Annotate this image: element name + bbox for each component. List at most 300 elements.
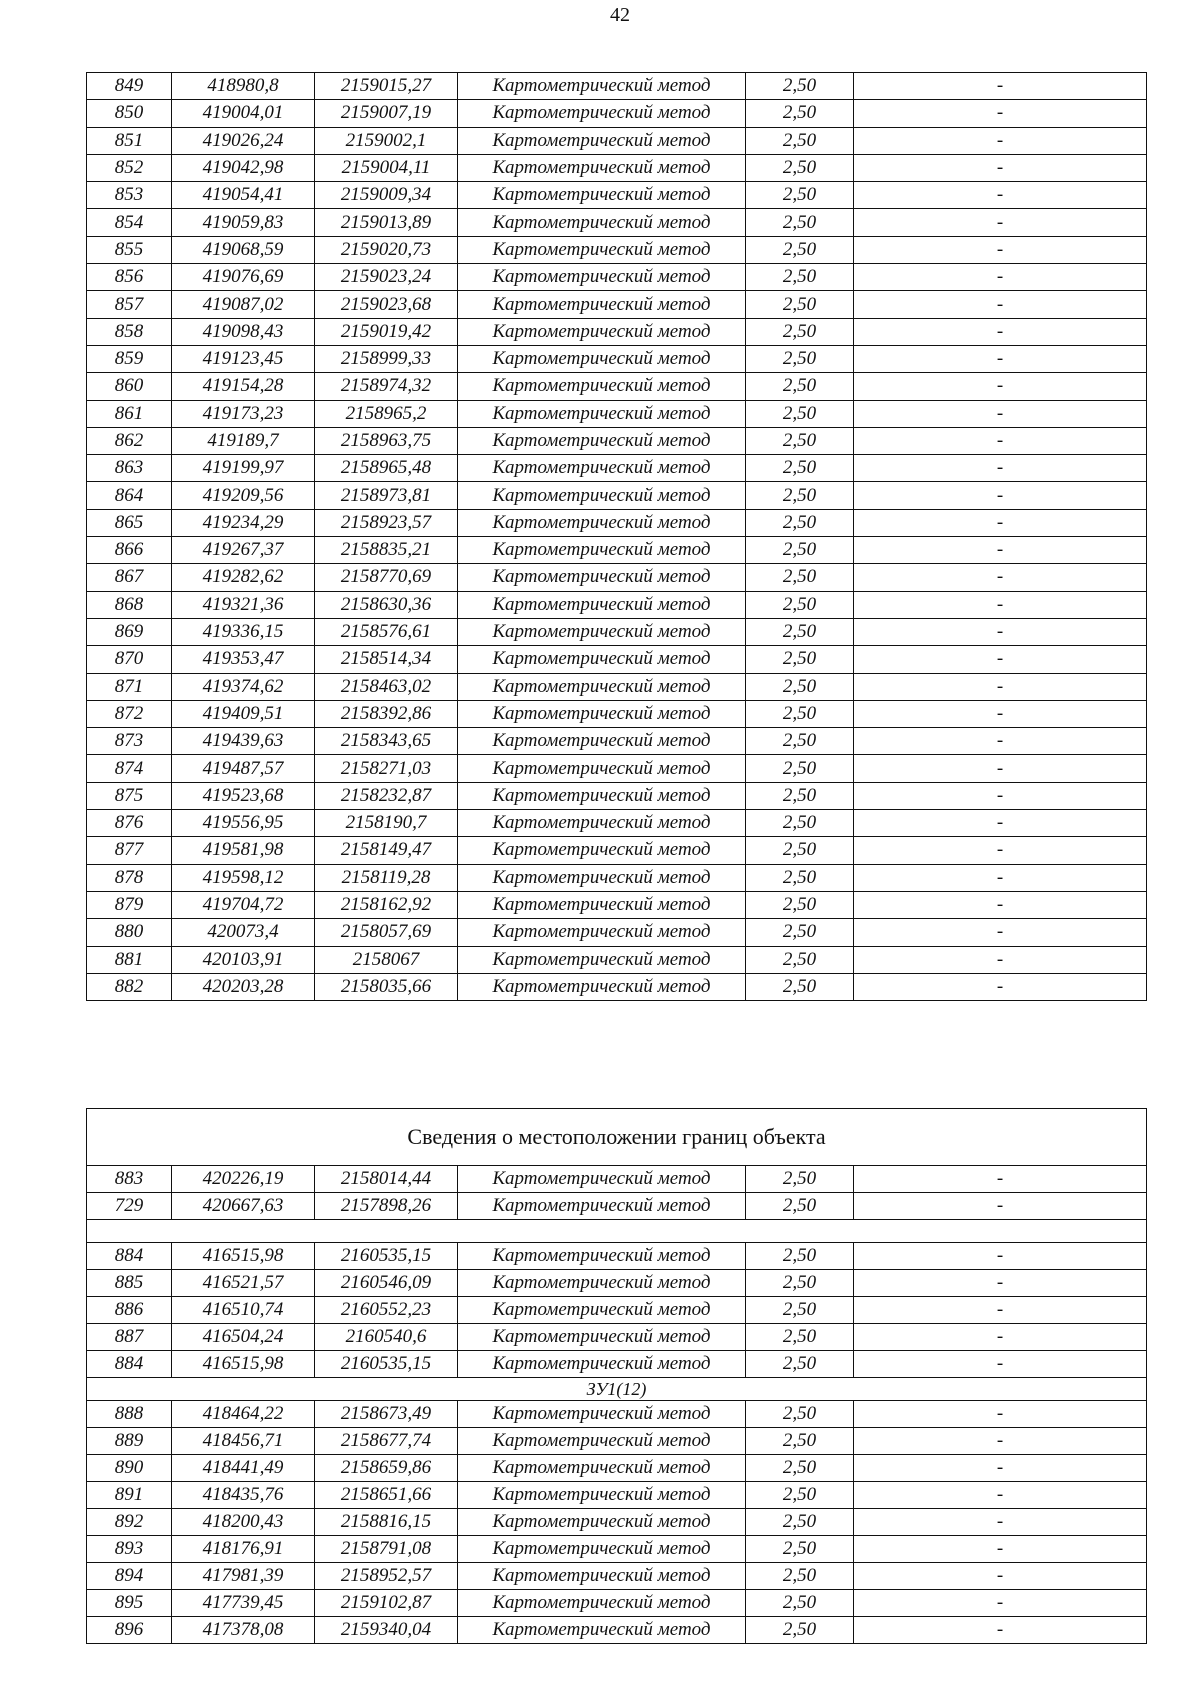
y-coordinate-cell: 2158119,28 [315, 864, 458, 891]
method-cell: Картометрический метод [458, 318, 746, 345]
note-cell: - [854, 973, 1147, 1000]
table-row [87, 1455, 1147, 1482]
table-row [87, 728, 1147, 755]
method-cell: Картометрический метод [458, 946, 746, 973]
accuracy-cell: 2,50 [746, 537, 854, 564]
x-coordinate-cell: 419234,29 [172, 509, 315, 536]
note-cell: - [854, 1509, 1147, 1536]
method-cell: Картометрический метод [458, 646, 746, 673]
table-row [87, 1297, 1147, 1324]
y-coordinate-cell: 2159002,1 [315, 127, 458, 154]
accuracy-cell: 2,50 [746, 673, 854, 700]
accuracy-cell: 2,50 [746, 127, 854, 154]
y-coordinate-cell: 2158770,69 [315, 564, 458, 591]
accuracy-cell: 2,50 [746, 973, 854, 1000]
y-coordinate-cell: 2159023,68 [315, 291, 458, 318]
point-number-cell: 877 [87, 837, 172, 864]
x-coordinate-cell: 419336,15 [172, 618, 315, 645]
note-cell: - [854, 127, 1147, 154]
x-coordinate-cell: 419267,37 [172, 537, 315, 564]
table-row [87, 1401, 1147, 1428]
table-row [87, 1617, 1147, 1644]
x-coordinate-cell: 419556,95 [172, 810, 315, 837]
method-cell: Картометрический метод [458, 1401, 746, 1428]
x-coordinate-cell: 419076,69 [172, 264, 315, 291]
table-row [87, 427, 1147, 454]
method-cell: Картометрический метод [458, 345, 746, 372]
x-coordinate-cell: 419026,24 [172, 127, 315, 154]
table-row [87, 755, 1147, 782]
y-coordinate-cell: 2158232,87 [315, 782, 458, 809]
x-coordinate-cell: 416515,98 [172, 1351, 315, 1378]
table-caption: Сведения о местоположении границ объекта [87, 1109, 1147, 1166]
table-row [87, 291, 1147, 318]
method-cell: Картометрический метод [458, 127, 746, 154]
table-row [87, 100, 1147, 127]
y-coordinate-cell: 2160535,15 [315, 1351, 458, 1378]
accuracy-cell: 2,50 [746, 1455, 854, 1482]
table-row [87, 1509, 1147, 1536]
table-row [87, 1563, 1147, 1590]
point-number-cell: 872 [87, 700, 172, 727]
point-number-cell: 876 [87, 810, 172, 837]
accuracy-cell: 2,50 [746, 1536, 854, 1563]
x-coordinate-cell: 419154,28 [172, 373, 315, 400]
note-cell: - [854, 154, 1147, 181]
y-coordinate-cell: 2159015,27 [315, 73, 458, 100]
method-cell: Картометрический метод [458, 891, 746, 918]
y-coordinate-cell: 2158965,48 [315, 455, 458, 482]
y-coordinate-cell: 2158923,57 [315, 509, 458, 536]
method-cell: Картометрический метод [458, 1351, 746, 1378]
method-cell: Картометрический метод [458, 864, 746, 891]
y-coordinate-cell: 2157898,26 [315, 1193, 458, 1220]
point-number-cell: 879 [87, 891, 172, 918]
y-coordinate-cell: 2160540,6 [315, 1324, 458, 1351]
y-coordinate-cell: 2160546,09 [315, 1270, 458, 1297]
accuracy-cell: 2,50 [746, 1270, 854, 1297]
x-coordinate-cell: 419598,12 [172, 864, 315, 891]
note-cell: - [854, 864, 1147, 891]
method-cell: Картометрический метод [458, 1482, 746, 1509]
point-number-cell: 885 [87, 1270, 172, 1297]
accuracy-cell: 2,50 [746, 182, 854, 209]
note-cell: - [854, 1428, 1147, 1455]
point-number-cell: 851 [87, 127, 172, 154]
x-coordinate-cell: 419098,43 [172, 318, 315, 345]
y-coordinate-cell: 2159340,04 [315, 1617, 458, 1644]
x-coordinate-cell: 416504,24 [172, 1324, 315, 1351]
method-cell: Картометрический метод [458, 1563, 746, 1590]
x-coordinate-cell: 419581,98 [172, 837, 315, 864]
table-row [87, 782, 1147, 809]
x-coordinate-cell: 419059,83 [172, 209, 315, 236]
accuracy-cell: 2,50 [746, 700, 854, 727]
table-row [87, 591, 1147, 618]
method-cell: Картометрический метод [458, 291, 746, 318]
accuracy-cell: 2,50 [746, 236, 854, 263]
table-row [87, 1243, 1147, 1270]
accuracy-cell: 2,50 [746, 810, 854, 837]
x-coordinate-cell: 416510,74 [172, 1297, 315, 1324]
y-coordinate-cell: 2158014,44 [315, 1166, 458, 1193]
table-row [87, 1270, 1147, 1297]
note-cell: - [854, 700, 1147, 727]
x-coordinate-cell: 416521,57 [172, 1270, 315, 1297]
x-coordinate-cell: 419374,62 [172, 673, 315, 700]
y-coordinate-cell: 2158816,15 [315, 1509, 458, 1536]
y-coordinate-cell: 2158974,32 [315, 373, 458, 400]
accuracy-cell: 2,50 [746, 509, 854, 536]
point-number-cell: 862 [87, 427, 172, 454]
table-row [87, 264, 1147, 291]
y-coordinate-cell: 2159007,19 [315, 100, 458, 127]
method-cell: Картометрический метод [458, 1166, 746, 1193]
y-coordinate-cell: 2160552,23 [315, 1297, 458, 1324]
point-number-cell: 861 [87, 400, 172, 427]
accuracy-cell: 2,50 [746, 400, 854, 427]
point-number-cell: 893 [87, 1536, 172, 1563]
note-cell: - [854, 1166, 1147, 1193]
x-coordinate-cell: 418200,43 [172, 1509, 315, 1536]
separator-cell [87, 1220, 1147, 1243]
point-number-cell: 867 [87, 564, 172, 591]
method-cell: Картометрический метод [458, 1536, 746, 1563]
table-row [87, 482, 1147, 509]
y-coordinate-cell: 2158057,69 [315, 919, 458, 946]
table-row [87, 537, 1147, 564]
table-row [87, 673, 1147, 700]
table-caption-row [87, 1109, 1147, 1166]
table-row [87, 946, 1147, 973]
accuracy-cell: 2,50 [746, 1482, 854, 1509]
accuracy-cell: 2,50 [746, 564, 854, 591]
point-number-cell: 853 [87, 182, 172, 209]
y-coordinate-cell: 2158190,7 [315, 810, 458, 837]
y-coordinate-cell: 2158651,66 [315, 1482, 458, 1509]
accuracy-cell: 2,50 [746, 73, 854, 100]
point-number-cell: 891 [87, 1482, 172, 1509]
point-number-cell: 849 [87, 73, 172, 100]
accuracy-cell: 2,50 [746, 919, 854, 946]
note-cell: - [854, 755, 1147, 782]
y-coordinate-cell: 2159019,42 [315, 318, 458, 345]
accuracy-cell: 2,50 [746, 264, 854, 291]
point-number-cell: 889 [87, 1428, 172, 1455]
table-row [87, 1536, 1147, 1563]
x-coordinate-cell: 420203,28 [172, 973, 315, 1000]
point-number-cell: 859 [87, 345, 172, 372]
table-row [87, 1324, 1147, 1351]
point-number-cell: 874 [87, 755, 172, 782]
note-cell: - [854, 100, 1147, 127]
accuracy-cell: 2,50 [746, 1509, 854, 1536]
y-coordinate-cell: 2158835,21 [315, 537, 458, 564]
point-number-cell: 878 [87, 864, 172, 891]
table-row [87, 1166, 1147, 1193]
accuracy-cell: 2,50 [746, 1590, 854, 1617]
table-row [87, 1590, 1147, 1617]
x-coordinate-cell: 419523,68 [172, 782, 315, 809]
note-cell: - [854, 345, 1147, 372]
table-row [87, 73, 1147, 100]
method-cell: Картометрический метод [458, 618, 746, 645]
method-cell: Картометрический метод [458, 1590, 746, 1617]
accuracy-cell: 2,50 [746, 1243, 854, 1270]
accuracy-cell: 2,50 [746, 782, 854, 809]
point-number-cell: 886 [87, 1297, 172, 1324]
table-row [87, 182, 1147, 209]
x-coordinate-cell: 419409,51 [172, 700, 315, 727]
y-coordinate-cell: 2158149,47 [315, 837, 458, 864]
parcel-subheading: ЗУ1(12) [87, 1378, 1147, 1401]
note-cell: - [854, 182, 1147, 209]
accuracy-cell: 2,50 [746, 427, 854, 454]
x-coordinate-cell: 419123,45 [172, 345, 315, 372]
method-cell: Картометрический метод [458, 182, 746, 209]
x-coordinate-cell: 419704,72 [172, 891, 315, 918]
method-cell: Картометрический метод [458, 673, 746, 700]
x-coordinate-cell: 417739,45 [172, 1590, 315, 1617]
method-cell: Картометрический метод [458, 236, 746, 263]
method-cell: Картометрический метод [458, 728, 746, 755]
note-cell: - [854, 837, 1147, 864]
x-coordinate-cell: 419439,63 [172, 728, 315, 755]
note-cell: - [854, 728, 1147, 755]
point-number-cell: 892 [87, 1509, 172, 1536]
y-coordinate-cell: 2159023,24 [315, 264, 458, 291]
note-cell: - [854, 782, 1147, 809]
point-number-cell: 868 [87, 591, 172, 618]
accuracy-cell: 2,50 [746, 891, 854, 918]
point-number-cell: 883 [87, 1166, 172, 1193]
accuracy-cell: 2,50 [746, 728, 854, 755]
method-cell: Картометрический метод [458, 482, 746, 509]
accuracy-cell: 2,50 [746, 209, 854, 236]
method-cell: Картометрический метод [458, 455, 746, 482]
point-number-cell: 896 [87, 1617, 172, 1644]
point-number-cell: 888 [87, 1401, 172, 1428]
accuracy-cell: 2,50 [746, 1428, 854, 1455]
x-coordinate-cell: 418464,22 [172, 1401, 315, 1428]
note-cell: - [854, 373, 1147, 400]
x-coordinate-cell: 419042,98 [172, 154, 315, 181]
note-cell: - [854, 1617, 1147, 1644]
y-coordinate-cell: 2158952,57 [315, 1563, 458, 1590]
method-cell: Картометрический метод [458, 1270, 746, 1297]
method-cell: Картометрический метод [458, 509, 746, 536]
table-row [87, 1428, 1147, 1455]
accuracy-cell: 2,50 [746, 837, 854, 864]
coordinates-table-2 [86, 1108, 1147, 1644]
x-coordinate-cell: 418176,91 [172, 1536, 315, 1563]
method-cell: Картометрический метод [458, 427, 746, 454]
note-cell: - [854, 1590, 1147, 1617]
y-coordinate-cell: 2159020,73 [315, 236, 458, 263]
accuracy-cell: 2,50 [746, 618, 854, 645]
point-number-cell: 875 [87, 782, 172, 809]
y-coordinate-cell: 2158514,34 [315, 646, 458, 673]
method-cell: Картометрический метод [458, 537, 746, 564]
note-cell: - [854, 264, 1147, 291]
table-row [87, 373, 1147, 400]
y-coordinate-cell: 2158973,81 [315, 482, 458, 509]
point-number-cell: 873 [87, 728, 172, 755]
accuracy-cell: 2,50 [746, 946, 854, 973]
method-cell: Картометрический метод [458, 973, 746, 1000]
point-number-cell: 869 [87, 618, 172, 645]
point-number-cell: 882 [87, 973, 172, 1000]
accuracy-cell: 2,50 [746, 591, 854, 618]
note-cell: - [854, 1297, 1147, 1324]
y-coordinate-cell: 2158677,74 [315, 1428, 458, 1455]
point-number-cell: 884 [87, 1351, 172, 1378]
table-row [87, 318, 1147, 345]
note-cell: - [854, 209, 1147, 236]
separator-row [87, 1220, 1147, 1243]
accuracy-cell: 2,50 [746, 291, 854, 318]
method-cell: Картометрический метод [458, 755, 746, 782]
point-number-cell: 729 [87, 1193, 172, 1220]
table-row [87, 810, 1147, 837]
accuracy-cell: 2,50 [746, 755, 854, 782]
method-cell: Картометрический метод [458, 564, 746, 591]
x-coordinate-cell: 417981,39 [172, 1563, 315, 1590]
y-coordinate-cell: 2158576,61 [315, 618, 458, 645]
table-row [87, 1351, 1147, 1378]
note-cell: - [854, 591, 1147, 618]
accuracy-cell: 2,50 [746, 1297, 854, 1324]
accuracy-cell: 2,50 [746, 646, 854, 673]
point-number-cell: 895 [87, 1590, 172, 1617]
method-cell: Картометрический метод [458, 1428, 746, 1455]
table-row [87, 973, 1147, 1000]
method-cell: Картометрический метод [458, 264, 746, 291]
y-coordinate-cell: 2158673,49 [315, 1401, 458, 1428]
note-cell: - [854, 400, 1147, 427]
method-cell: Картометрический метод [458, 1243, 746, 1270]
point-number-cell: 856 [87, 264, 172, 291]
point-number-cell: 887 [87, 1324, 172, 1351]
x-coordinate-cell: 418435,76 [172, 1482, 315, 1509]
table-row [87, 236, 1147, 263]
y-coordinate-cell: 2158035,66 [315, 973, 458, 1000]
x-coordinate-cell: 420226,19 [172, 1166, 315, 1193]
y-coordinate-cell: 2158067 [315, 946, 458, 973]
note-cell: - [854, 1243, 1147, 1270]
point-number-cell: 850 [87, 100, 172, 127]
x-coordinate-cell: 419487,57 [172, 755, 315, 782]
note-cell: - [854, 1536, 1147, 1563]
x-coordinate-cell: 416515,98 [172, 1243, 315, 1270]
point-number-cell: 865 [87, 509, 172, 536]
x-coordinate-cell: 418456,71 [172, 1428, 315, 1455]
table-row [87, 209, 1147, 236]
note-cell: - [854, 891, 1147, 918]
method-cell: Картометрический метод [458, 1455, 746, 1482]
y-coordinate-cell: 2158463,02 [315, 673, 458, 700]
y-coordinate-cell: 2158659,86 [315, 1455, 458, 1482]
point-number-cell: 884 [87, 1243, 172, 1270]
x-coordinate-cell: 419199,97 [172, 455, 315, 482]
point-number-cell: 863 [87, 455, 172, 482]
point-number-cell: 860 [87, 373, 172, 400]
table-row [87, 1193, 1147, 1220]
subheading-row [87, 1378, 1147, 1401]
x-coordinate-cell: 419068,59 [172, 236, 315, 263]
page-number: 42 [610, 4, 630, 26]
note-cell: - [854, 564, 1147, 591]
note-cell: - [854, 1455, 1147, 1482]
point-number-cell: 864 [87, 482, 172, 509]
accuracy-cell: 2,50 [746, 1351, 854, 1378]
note-cell: - [854, 618, 1147, 645]
y-coordinate-cell: 2159102,87 [315, 1590, 458, 1617]
y-coordinate-cell: 2158963,75 [315, 427, 458, 454]
note-cell: - [854, 537, 1147, 564]
method-cell: Картометрический метод [458, 154, 746, 181]
note-cell: - [854, 291, 1147, 318]
accuracy-cell: 2,50 [746, 1193, 854, 1220]
point-number-cell: 881 [87, 946, 172, 973]
method-cell: Картометрический метод [458, 1617, 746, 1644]
y-coordinate-cell: 2159004,11 [315, 154, 458, 181]
table-row [87, 837, 1147, 864]
table-row [87, 564, 1147, 591]
accuracy-cell: 2,50 [746, 1617, 854, 1644]
accuracy-cell: 2,50 [746, 318, 854, 345]
y-coordinate-cell: 2158343,65 [315, 728, 458, 755]
point-number-cell: 880 [87, 919, 172, 946]
point-number-cell: 870 [87, 646, 172, 673]
x-coordinate-cell: 418980,8 [172, 73, 315, 100]
accuracy-cell: 2,50 [746, 100, 854, 127]
point-number-cell: 858 [87, 318, 172, 345]
y-coordinate-cell: 2159013,89 [315, 209, 458, 236]
note-cell: - [854, 673, 1147, 700]
coordinates-table-1 [86, 72, 1147, 1001]
note-cell: - [854, 919, 1147, 946]
method-cell: Картометрический метод [458, 1297, 746, 1324]
table-row [87, 154, 1147, 181]
note-cell: - [854, 646, 1147, 673]
method-cell: Картометрический метод [458, 400, 746, 427]
table-row [87, 509, 1147, 536]
accuracy-cell: 2,50 [746, 345, 854, 372]
x-coordinate-cell: 420073,4 [172, 919, 315, 946]
note-cell: - [854, 1401, 1147, 1428]
point-number-cell: 866 [87, 537, 172, 564]
method-cell: Картометрический метод [458, 810, 746, 837]
x-coordinate-cell: 419282,62 [172, 564, 315, 591]
note-cell: - [854, 1324, 1147, 1351]
accuracy-cell: 2,50 [746, 154, 854, 181]
table-row [87, 700, 1147, 727]
note-cell: - [854, 455, 1147, 482]
note-cell: - [854, 318, 1147, 345]
accuracy-cell: 2,50 [746, 455, 854, 482]
method-cell: Картометрический метод [458, 837, 746, 864]
point-number-cell: 852 [87, 154, 172, 181]
y-coordinate-cell: 2158271,03 [315, 755, 458, 782]
point-number-cell: 894 [87, 1563, 172, 1590]
x-coordinate-cell: 419321,36 [172, 591, 315, 618]
accuracy-cell: 2,50 [746, 482, 854, 509]
accuracy-cell: 2,50 [746, 864, 854, 891]
note-cell: - [854, 1351, 1147, 1378]
accuracy-cell: 2,50 [746, 373, 854, 400]
note-cell: - [854, 482, 1147, 509]
